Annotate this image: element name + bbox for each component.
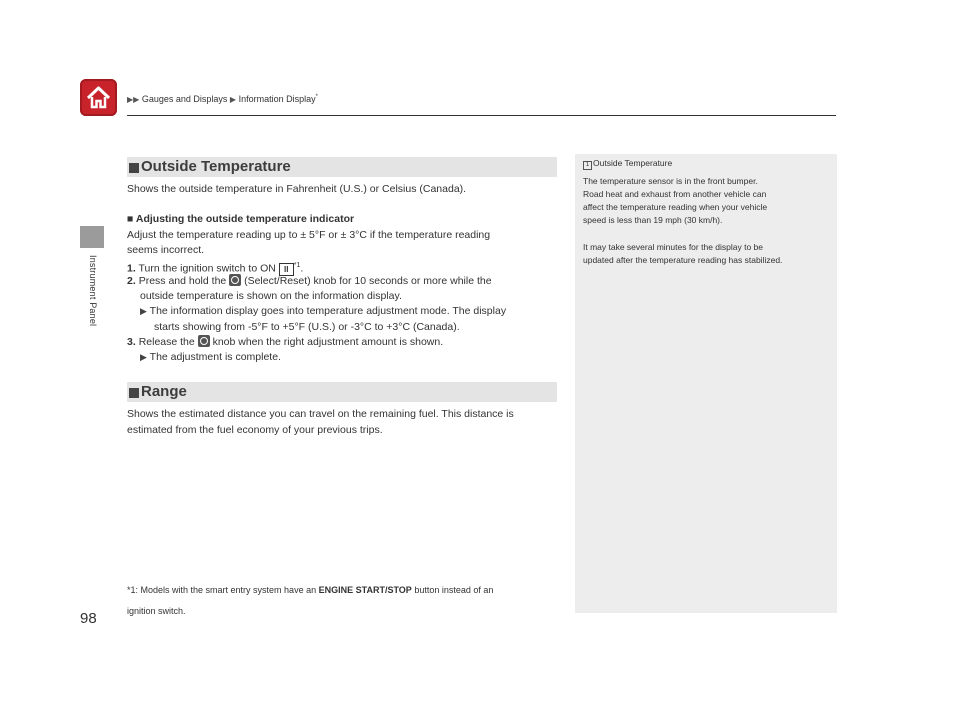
chapter-label: Instrument Panel <box>88 255 98 327</box>
select-reset-knob-icon <box>229 274 241 286</box>
home-icon <box>85 84 112 111</box>
step-number: 1. <box>127 262 136 275</box>
step-text: Press and hold the <box>138 275 227 287</box>
result-arrow-icon: ▶ <box>140 352 147 362</box>
intro-text: Shows the outside temperature in Fahrenheit (U.S.) or Celsius (Canada). <box>127 183 467 195</box>
section-header-range <box>127 382 557 402</box>
section-square-icon <box>129 163 139 173</box>
subheading-text: Adjusting the outside temperature indicator <box>135 213 355 225</box>
header-rule <box>127 115 836 116</box>
breadcrumb-arrow-icon: ▶ <box>229 95 237 104</box>
side-note-panel <box>575 154 837 613</box>
side-note-line: affect the temperature reading when your vehicle <box>583 202 768 212</box>
home-button[interactable] <box>80 79 117 116</box>
side-note-line: Road heat and exhaust from another vehicle can <box>583 189 767 199</box>
section-title: Outside Temperature <box>141 158 291 175</box>
desc-line-1: Adjust the temperature reading up to ± 5°F or ± 3°C if the temperature reading <box>127 229 491 241</box>
footnote-suffix: button instead of an <box>414 585 494 595</box>
side-note-line: It may take several minutes for the display to be <box>583 242 764 252</box>
step-text: knob when the right adjustment amount is shown. <box>212 336 444 348</box>
side-note-line: updated after the temperature reading has stabilized. <box>583 255 783 265</box>
footnote-bold: ENGINE START/STOP <box>318 585 412 595</box>
section-title: Range <box>141 383 187 400</box>
bullet-square-icon: ■ <box>127 213 136 225</box>
select-reset-knob-icon <box>198 335 210 347</box>
page-number: 98 <box>80 610 97 627</box>
step-text: Release the <box>138 336 195 348</box>
side-note-line: speed is less than 19 mph (30 km/h). <box>583 215 723 225</box>
step-2 <box>127 274 492 290</box>
breadcrumb-arrow-icon: ▶▶ <box>127 95 140 104</box>
result-arrow-icon: ▶ <box>140 306 147 316</box>
step-3 <box>127 335 443 351</box>
breadcrumb-info-display-link[interactable]: Information Display <box>238 94 316 104</box>
step-number: 2. <box>127 275 136 287</box>
range-line-2: estimated from the fuel economy of your previous trips. <box>127 424 383 436</box>
result-text: The information display goes into temperature adjustment mode. The display <box>149 305 507 317</box>
chapter-tab[interactable] <box>80 226 104 248</box>
side-note-paragraph-1 <box>583 175 833 227</box>
section-square-icon <box>129 388 139 398</box>
step-2-result-line-2: starts showing from -5°F to +5°F (U.S.) or -3°C to +3°C (Canada). <box>154 321 460 333</box>
breadcrumb <box>127 94 318 104</box>
step-3-result <box>140 350 281 366</box>
desc-line-2: seems incorrect. <box>127 244 205 256</box>
section-header-outside-temperature <box>127 157 557 177</box>
subheading <box>127 212 354 228</box>
step-2-line-2: outside temperature is shown on the information display. <box>140 290 402 302</box>
result-text: The adjustment is complete. <box>149 351 281 363</box>
breadcrumb-gauges-link[interactable]: Gauges and Displays <box>141 94 228 104</box>
footnote-prefix: *1: Models with the smart entry system have an <box>127 585 317 595</box>
footnote-ref: *1 <box>293 262 301 269</box>
range-line-1: Shows the estimated distance you can travel on the remaining fuel. This distance is <box>127 408 514 420</box>
step-2-result <box>140 304 506 320</box>
footnote-line-2: ignition switch. <box>127 606 186 616</box>
side-note-heading <box>583 158 672 170</box>
step-end: . <box>300 262 304 275</box>
step-text: Turn the ignition switch to ON <box>138 262 276 275</box>
breadcrumb-asterisk: * <box>315 94 318 100</box>
step-number: 3. <box>127 336 136 348</box>
footnote <box>127 580 559 622</box>
side-note-paragraph-2 <box>583 241 833 267</box>
side-note-line: The temperature sensor is in the front bumper. <box>583 176 758 186</box>
ignition-on-icon: II <box>279 263 294 276</box>
step-text: (Select/Reset) knob for 10 seconds or more while the <box>244 275 492 287</box>
reference-tag-icon: 1 <box>583 161 592 170</box>
side-note-title: Outside Temperature <box>593 158 673 168</box>
